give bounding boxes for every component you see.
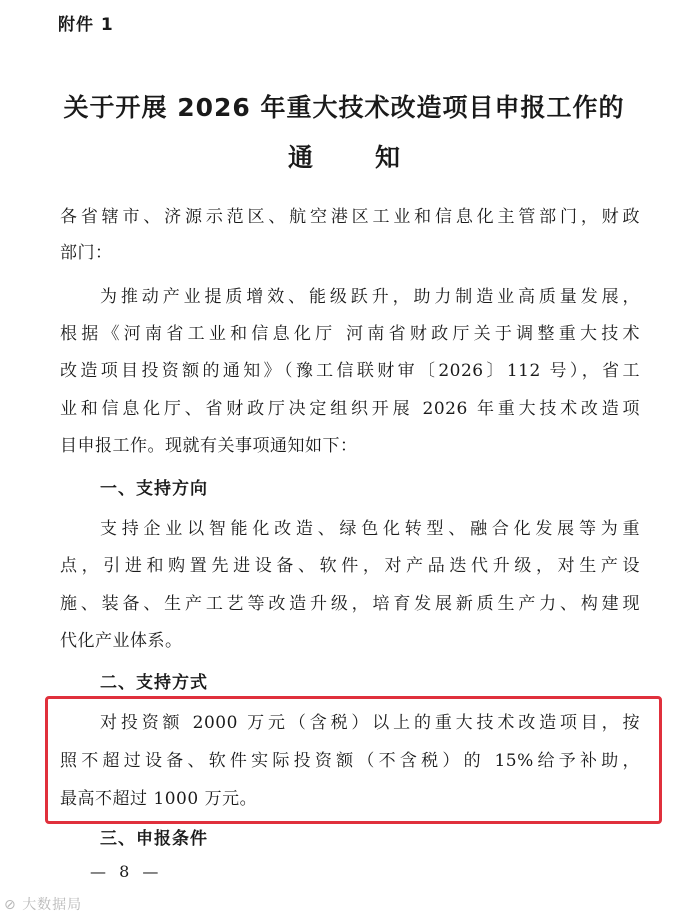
section1-line: 支持企业以智能化改造、绿色化转型、融合化发展等为重 bbox=[100, 519, 640, 539]
title-char-left: 通 bbox=[287, 143, 313, 172]
salutation-line: 各省辖市、济源示范区、航空港区工业和信息化主管部门，财政 bbox=[60, 207, 640, 227]
section2-line: 照不超过设备、软件实际投资额（不含税）的 15%给予补助， bbox=[60, 751, 640, 771]
section2-line: 对投资额 2000 万元（含税）以上的重大技术改造项目，按 bbox=[100, 713, 640, 733]
watermark-logo-icon: ⊘ bbox=[4, 897, 23, 913]
section-heading-method: 二、支持方式 bbox=[100, 673, 208, 693]
page-number: — 8 — bbox=[90, 862, 163, 881]
intro-line: 改造项目投资额的通知》（豫工信联财审〔2026〕112 号），省工 bbox=[60, 361, 640, 381]
intro-line: 目申报工作。现就有关事项通知如下： bbox=[60, 436, 358, 456]
section2-line: 最高不超过 1000 万元。 bbox=[60, 789, 258, 809]
document-title-line2 bbox=[0, 138, 688, 174]
section1-line: 施、装备、生产工艺等改造升级，培育发展新质生产力、构建现 bbox=[60, 594, 640, 614]
section1-line: 点，引进和购置先进设备、软件，对产品迭代升级，对生产设 bbox=[60, 556, 640, 576]
document-title: 关于开展 2026 年重大技术改造项目申报工作的 bbox=[63, 93, 625, 122]
section1-line: 代化产业体系。 bbox=[60, 631, 183, 651]
title-char-right: 知 bbox=[375, 143, 401, 172]
intro-line: 业和信息化厅、省财政厅决定组织开展 2026 年重大技术改造项 bbox=[60, 399, 640, 419]
salutation-line: 部门： bbox=[60, 243, 113, 263]
watermark bbox=[4, 894, 82, 914]
intro-line: 为推动产业提质增效、能级跃升，助力制造业高质量发展， bbox=[100, 287, 640, 307]
section-heading-conditions: 三、申报条件 bbox=[100, 829, 208, 849]
watermark-text: 大数据局 bbox=[22, 897, 83, 913]
section-heading-direction: 一、支持方向 bbox=[100, 479, 208, 499]
attachment-label: 附件 1 bbox=[58, 15, 114, 35]
intro-line: 根据《河南省工业和信息化厅 河南省财政厅关于调整重大技术 bbox=[60, 324, 640, 344]
